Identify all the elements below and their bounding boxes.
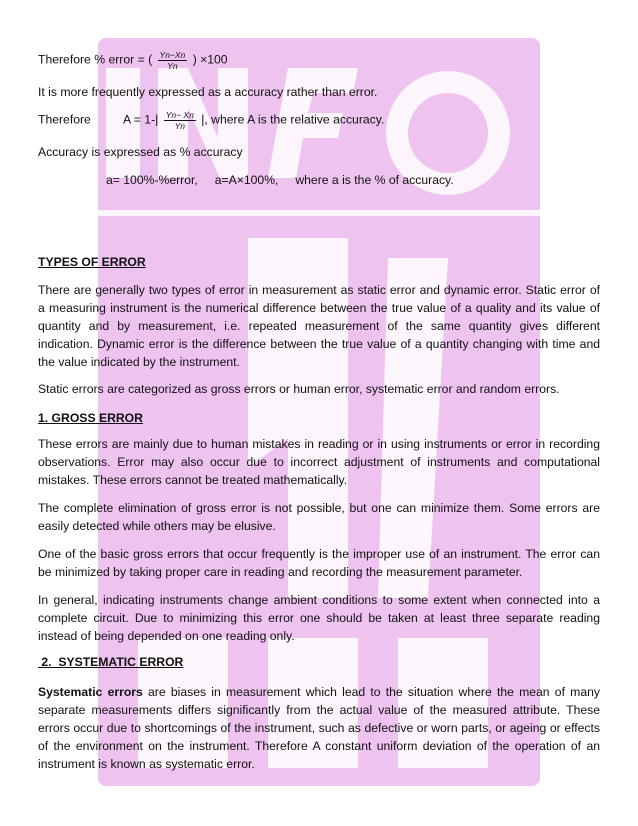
accuracy-prefix: A = 1-| [122,112,159,127]
types-of-error-para-1: There are generally two types of error in measurement as static error and dynamic error. Static error of a measuring instrument is the numerical difference between the true value of a quality and its value of quantity and by measurement, i.e. repeated measurement of the same quantity gives different indication. Dynamic error is the difference between the true value of a quantity changing with time and the value indicated by the instrument. [38,283,600,369]
accuracy-denominator: Yn [174,121,185,131]
accuracy-percent-formula: a= 100%-%error, a=A×100%, where a is the % of accuracy. [106,173,454,187]
gross-error-para-3: One of the basic gross errors that occur frequently is the improper use of an instrument. The error can be minimized by taking proper care in reading and recording the measurement parameter. [38,547,600,579]
systematic-error-heading: 2. SYSTEMATIC ERROR [38,655,184,669]
percent-error-formula [38,50,228,71]
percent-error-prefix: Therefore % error = ( [38,52,153,67]
accuracy-percent-intro: Accuracy is expressed as % accuracy [38,145,243,159]
accuracy-formula [38,110,384,131]
types-of-error-para-2: Static errors are categorized as gross errors or human error, systematic error and random errors. [38,382,560,396]
gross-error-para-1: These errors are mainly due to human mistakes in reading or in using instruments or error in recording observations. Error may also occur due to incorrect adjustment of instruments and computational mistakes. These errors cannot be treated mathematically. [38,437,600,487]
systematic-errors-text: are biases in measurement which lead to the situation where the mean of many separate measurements differs significantly from the actual value of the measured attribute. These errors occur due to shortcomings of the instrument, such as defective or worn parts, or ageing or effects of the environment on the instrument. Therefore A constant uniform deviation of the operation of an instrument is known as systematic error. [38,685,600,771]
accuracy-fraction [164,110,196,131]
accuracy-intro: It is more frequently expressed as a accuracy rather than error. [38,85,378,99]
systematic-errors-lead: Systematic errors [38,685,143,699]
accuracy-numerator: Yn− Xn [165,110,194,120]
accuracy-suffix: |, where A is the relative accuracy. [201,112,385,127]
percent-error-denominator: Yn [167,61,178,71]
percent-error-numerator: Yn−Xn [159,50,186,60]
percent-error-fraction [158,50,188,71]
percent-error-suffix: ) ×100 [192,52,228,67]
therefore-label: Therefore [38,112,91,127]
types-of-error-heading: TYPES OF ERROR [38,255,146,269]
gross-error-para-4: In general, indicating instruments change ambient conditions to some extent when connected into a complete circuit. Due to minimizing this error one should be taken at least three separate reading instead of being depended on one reading only. [38,593,600,643]
systematic-error-para-1 [38,683,600,773]
gross-error-heading: 1. GROSS ERROR [38,411,143,425]
gross-error-para-2: The complete elimination of gross error is not possible, but one can minimize them. Some errors are easily detected while others may be elusive. [38,501,600,533]
